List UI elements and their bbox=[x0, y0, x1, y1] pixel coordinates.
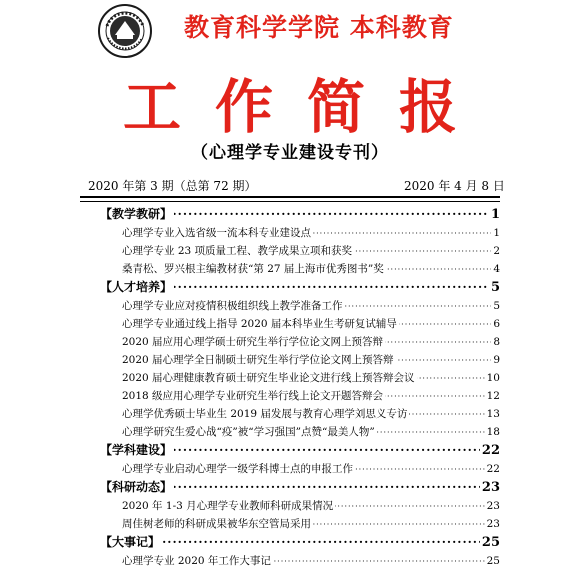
toc-page-number: 22 bbox=[485, 460, 500, 478]
special-issue-subtitle: （心理学专业建设专刊） bbox=[191, 143, 389, 163]
toc-item-title: 2020 届心理学全日制硕士研究生举行学位论文网上预答辩 bbox=[100, 354, 396, 366]
toc-item[interactable] bbox=[100, 224, 500, 242]
toc-page-number: 13 bbox=[485, 405, 500, 423]
toc-section-research[interactable] bbox=[100, 478, 500, 497]
toc-page-number: 4 bbox=[491, 260, 500, 278]
header-rule-thick bbox=[80, 196, 500, 198]
issue-date: 2020 年 4 月 8 日 bbox=[404, 179, 505, 193]
toc-item[interactable] bbox=[100, 423, 500, 441]
table-of-contents bbox=[100, 205, 500, 570]
header-rule-thin bbox=[80, 201, 500, 202]
toc-item-title: 周佳树老师的科研成果被华东空管局采用 bbox=[100, 518, 313, 530]
toc-page-number: 2 bbox=[491, 242, 500, 260]
toc-item[interactable] bbox=[100, 260, 500, 278]
toc-item-title: 2020 年 1-3 月心理学专业教师科研成果情况 bbox=[100, 500, 335, 512]
toc-page-number: 12 bbox=[485, 387, 500, 405]
toc-page-number: 23 bbox=[485, 497, 500, 515]
toc-item[interactable] bbox=[100, 315, 500, 333]
toc-page-number: 10 bbox=[485, 369, 500, 387]
toc-item[interactable] bbox=[100, 387, 500, 405]
toc-page-number: 9 bbox=[491, 351, 500, 369]
toc-section-title: 【学科建设】 bbox=[100, 443, 173, 457]
toc-item-title: 2020 届应用心理学硕士研究生举行学位论文网上预答辩 bbox=[100, 336, 385, 348]
toc-item-title: 心理学专业 23 项质量工程、教学成果立项和获奖 bbox=[100, 245, 354, 257]
toc-section-title: 【教学教研】 bbox=[100, 207, 173, 221]
toc-page-number: 8 bbox=[491, 333, 500, 351]
toc-section-title: 【人才培养】 bbox=[100, 280, 173, 294]
toc-item-title: 心理学优秀硕士毕业生 2019 届发展与教育心理学刘思义专访 bbox=[100, 408, 409, 420]
toc-item[interactable] bbox=[100, 351, 500, 369]
toc-item[interactable] bbox=[100, 297, 500, 315]
toc-section-talent[interactable] bbox=[100, 278, 500, 297]
toc-item[interactable] bbox=[100, 552, 500, 570]
toc-item[interactable] bbox=[100, 497, 500, 515]
university-seal-logo bbox=[98, 4, 152, 58]
masthead-title: 工作简报 bbox=[122, 73, 491, 141]
toc-item-title: 桑青松、罗兴根主编教材获“第 27 届上海市优秀图书”奖 bbox=[100, 263, 386, 275]
toc-page-number: 6 bbox=[491, 315, 500, 333]
toc-page-number: 22 bbox=[481, 443, 500, 458]
toc-section-title: 【大事记】 bbox=[100, 535, 161, 549]
toc-page-number: 23 bbox=[481, 480, 500, 495]
issue-number: 2020 年第 3 期（总第 72 期） bbox=[88, 179, 257, 193]
toc-item-title: 心理学研究生爱心战“疫”被“学习强国”点赞“最美人物” bbox=[100, 426, 377, 438]
toc-item-title: 心理学专业应对疫情积极组织线上教学准备工作 bbox=[100, 300, 345, 312]
toc-section-teaching[interactable] bbox=[100, 205, 500, 224]
toc-item-title: 2018 级应用心理学专业研究生举行线上论文开题答辩会 bbox=[100, 390, 385, 402]
toc-item[interactable] bbox=[100, 460, 500, 478]
toc-item-title: 心理学专业 2020 年工作大事记 bbox=[100, 555, 273, 567]
toc-section-title: 【科研动态】 bbox=[100, 480, 173, 494]
toc-page-number: 1 bbox=[491, 224, 500, 242]
toc-page-number: 5 bbox=[490, 280, 500, 295]
toc-item-title: 心理学专业通过线上指导 2020 届本科毕业生考研复试辅导 bbox=[100, 318, 399, 330]
college-heading: 教育科学学院 本科教育 bbox=[184, 13, 454, 42]
toc-section-discipline[interactable] bbox=[100, 441, 500, 460]
toc-item-title: 心理学专业启动心理学一级学科博士点的申报工作 bbox=[100, 463, 355, 475]
toc-page-number: 5 bbox=[491, 297, 500, 315]
toc-page-number: 25 bbox=[481, 535, 500, 550]
toc-page-number: 1 bbox=[490, 207, 500, 222]
toc-item[interactable] bbox=[100, 405, 500, 423]
toc-item[interactable] bbox=[100, 242, 500, 260]
toc-page-number: 23 bbox=[485, 515, 500, 533]
toc-item-title: 心理学专业入选省级一流本科专业建设点 bbox=[100, 227, 313, 239]
toc-page-number: 18 bbox=[485, 423, 500, 441]
toc-item[interactable] bbox=[100, 333, 500, 351]
toc-page-number: 25 bbox=[485, 552, 500, 570]
toc-section-chronicle[interactable] bbox=[100, 533, 500, 552]
toc-item[interactable] bbox=[100, 369, 500, 387]
toc-item-title: 2020 届心理健康教育硕士研究生毕业论文进行线上预答辩会议 bbox=[100, 372, 417, 384]
toc-item[interactable] bbox=[100, 515, 500, 533]
